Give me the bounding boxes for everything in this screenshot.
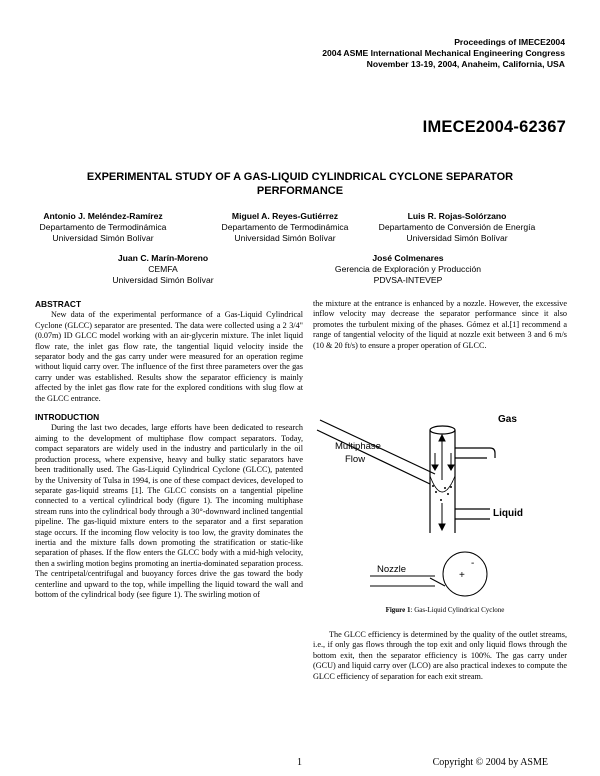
- author-block: [88, 253, 238, 286]
- introduction-text: During the last two decades, large efforts have been dedicated to research aiming to the development of multiphase flow compact separators. Today, compact separators are widely used in the industry and particularly in the oil production process, where expensive, heavy and bulky static separators have been traditionally used. The Gas-Liquid Cylindrical Cyclone (GLCC), patented by the University of Tulsa in 1994, is one of these compact devices, developed to separate gas-liquid streams [1]. The GLCC consists on a tangential pipeline connected to a vertical cylindrical body (figure 1). The incoming multiphase stream runs into the cylindrical body through a 30°-downward inclined tangential pipeline. The gas-liquid mixture enters to the separator and a first separation stage occurs. If the incoming flow velocity is too low, the gravity dominates the inertia and the mixture falls down promoting the stratification or static-like separation of phases. If the flow enters the GLCC body with a mid-high velocity, then a swirling motion begins promoting an inertia-dominated separation process. The centripetal/centrifugal and buoyancy forces drive the gas toward the body centerline and upward to the top, while impelling the liquid toward the wall and bottom of the cylindrical body (see figure 1). The swirling motion of: [35, 423, 303, 599]
- figure-caption-label: Figure 1: [385, 606, 411, 614]
- author-name: Luis R. Rojas-Solórzano: [407, 211, 507, 221]
- author-inst: PDVSA-INTEVEP: [373, 275, 443, 285]
- right-column-top: [313, 299, 567, 351]
- right-column-bottom: [313, 630, 567, 682]
- author-name: Antonio J. Meléndez-Ramírez: [43, 211, 163, 221]
- author-name: Miguel A. Reyes-Gutiérrez: [231, 211, 339, 221]
- author-inst: Universidad Simón Bolívar: [406, 233, 508, 243]
- author-block: [318, 253, 498, 286]
- proceedings-header: [322, 37, 565, 70]
- author-dept: CEMFA: [148, 264, 178, 274]
- author-dept: Departamento de Conversión de Energía: [378, 222, 536, 232]
- abstract-text: New data of the experimental performance of a Gas-Liquid Cylindrical Cyclone (GLCC) separator are presented. The data were collected using a 2 3/4" (0.07m) ID GLCC model working with an air-glycerin mixture. The inlet liquid flow rate, the inlet gas flow rate, the tangential liquid velocity inside the separator body and the gas carry under were measured for an operation regime without liquid carry over. The influence of the first three parameters over the gas carry under was established. Results show the separator efficiency is mainly affected by the inlet gas flow rate for the explored conditions with slug flow at the GLCC entrance.: [35, 310, 303, 403]
- paper-id: IMECE2004-62367: [422, 118, 566, 136]
- author-name: Juan C. Marín-Moreno: [117, 253, 209, 263]
- proceedings-line: November 13-19, 2004, Anaheim, California, USA: [366, 59, 565, 69]
- efficiency-paragraph: The GLCC efficiency is determined by the quality of the outlet streams, i.e., if only gas flows through the top exit and only liquid flows through the bottom exit, then the separator efficiency is 100%. The gas carry under (GCU) and liquid carry over (LCO) are also practical indexes to compute the GLCC efficiency of separation for each exit stream.: [313, 630, 567, 681]
- author-block: [28, 211, 178, 244]
- author-dept: Gerencia de Exploración y Producción: [334, 264, 482, 274]
- flow-label: Flow: [345, 454, 366, 465]
- copyright-notice: Copyright © 2004 by ASME: [432, 757, 548, 768]
- proceedings-line: 2004 ASME International Mechanical Engineering Congress: [322, 48, 565, 58]
- title-line-1: EXPERIMENTAL STUDY OF A GAS-LIQUID CYLINDRICAL CYCLONE SEPARATOR: [86, 171, 514, 183]
- figure-caption-text: : Gas-Liquid Cylindrical Cyclone: [410, 606, 505, 614]
- left-column: [35, 299, 303, 600]
- minus-sign: -: [471, 558, 475, 569]
- liquid-label: Liquid: [493, 508, 523, 519]
- introduction-heading: INTRODUCTION: [35, 412, 100, 423]
- nozzle-label: Nozzle: [377, 564, 407, 575]
- page-number: 1: [297, 757, 302, 768]
- author-name: José Colmenares: [372, 253, 444, 263]
- paper-title: [40, 170, 560, 198]
- plus-sign: +: [459, 570, 465, 581]
- author-inst: Universidad Simón Bolívar: [234, 233, 336, 243]
- separator-body-drawing: [317, 420, 495, 533]
- glcc-figure: [315, 408, 575, 600]
- figure-caption: [315, 606, 575, 614]
- author-block: [365, 211, 549, 244]
- author-inst: Universidad Simón Bolívar: [52, 233, 154, 243]
- author-inst: Universidad Simón Bolívar: [112, 275, 214, 285]
- flow-arrows: [432, 435, 454, 530]
- gas-label: Gas: [498, 414, 517, 425]
- proceedings-line: Proceedings of IMECE2004: [454, 37, 565, 47]
- multiphase-label: Multiphase: [335, 441, 381, 452]
- author-dept: Departamento de Termodinámica: [39, 222, 167, 232]
- continued-paragraph: the mixture at the entrance is enhanced by a nozzle. However, the excessive inflow velocity may decrease the separator performance since it also promotes the turbulent mixing of the phases. Gómez et al.[1] recommend a range of tangential velocity of the liquid at nozzle exit between 3 and 6 m/s (10 & 20 ft/s) to ensure a proper operation of GLCC.: [313, 299, 567, 350]
- author-dept: Departamento de Termodinámica: [221, 222, 349, 232]
- author-block: [210, 211, 360, 244]
- title-line-2: PERFORMANCE: [256, 185, 344, 197]
- abstract-heading: ABSTRACT: [35, 299, 82, 309]
